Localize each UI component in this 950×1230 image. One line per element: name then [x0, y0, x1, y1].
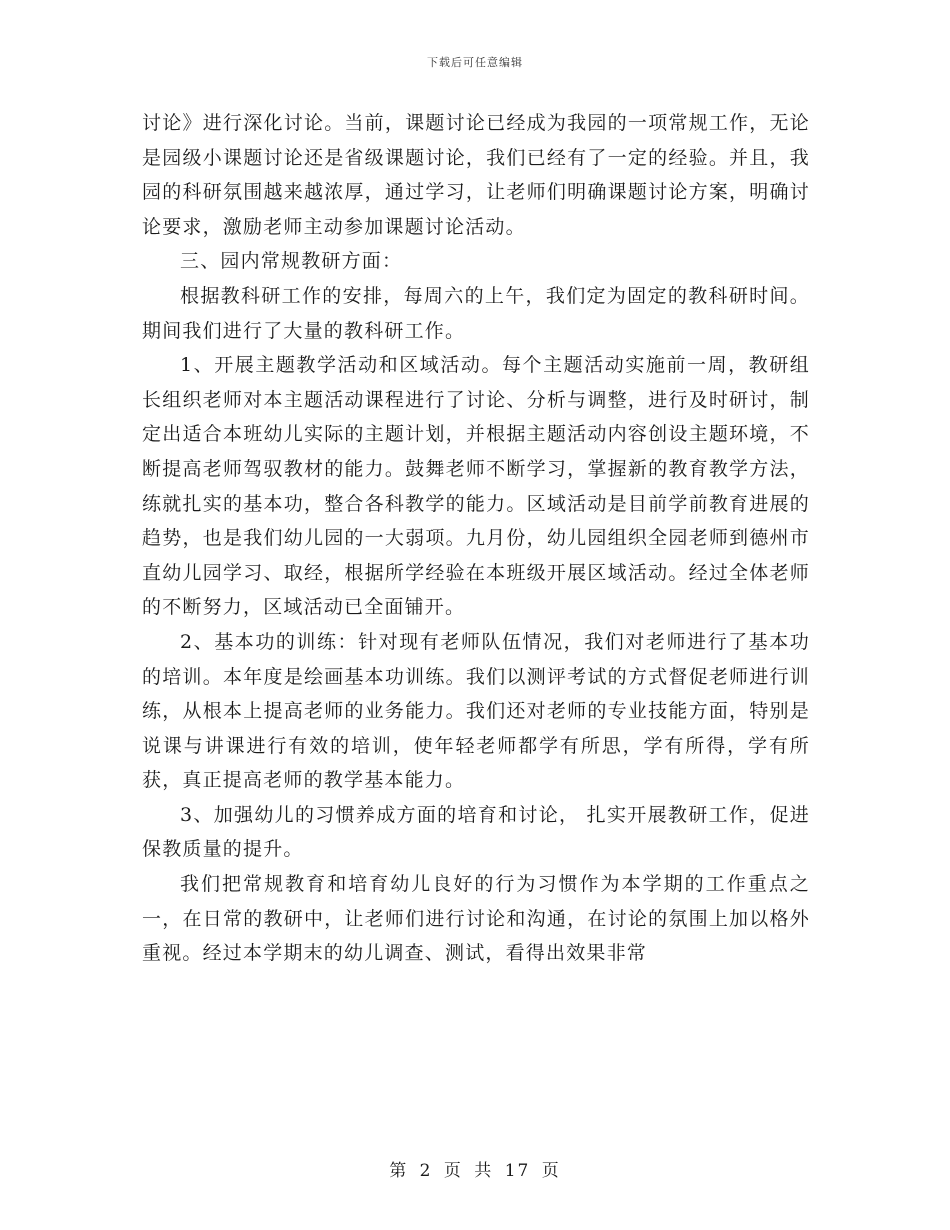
paragraph: 根据教科研工作的安排，每周六的上午，我们定为固定的教科研时间。期间我们进行了大量的教科研工作。 — [142, 284, 810, 342]
paragraph: 3、加强幼儿的习惯养成方面的培育和讨论， 扎实开展教研工作，促进保教质量的提升。 — [142, 803, 810, 861]
document-body — [142, 106, 810, 971]
paragraph: 讨论》进行深化讨论。当前，课题讨论已经成为我园的一项常规工作，无论是园级小课题讨论还是省级课题讨论，我们已经有了一定的经验。并且，我园的科研氛围越来越浓厚，通过学习，让老师们明确课题讨论方案，明确讨论要求，激励老师主动参加课题讨论活动。 — [142, 112, 810, 238]
page-header-note: 下载后可任意编辑 — [427, 56, 523, 69]
paragraph: 1、开展主题教学活动和区域活动。每个主题活动实施前一周，教研组长组织老师对本主题活动课程进行了讨论、分析与调整，进行及时研讨，制定出适合本班幼儿实际的主题计划，并根据主题活动内容创设主题环境，不断提高老师驾驭教材的能力。鼓舞老师不断学习，掌握新的教育教学方法，练就扎实的基本功，整合各科教学的能力。区域活动是目前学前教育进展的趋势，也是我们幼儿园的一大弱项。九月份，幼儿园组织全园老师到德州市直幼儿园学习、取经，根据所学经验在本班级开展区域活动。经过全体老师的不断努力，区域活动已全面铺开。 — [142, 354, 810, 619]
page-number: 第 2 页 共 17 页 — [389, 1161, 561, 1181]
paragraph: 2、基本功的训练：针对现有老师队伍情况，我们对老师进行了基本功的培训。本年度是绘画基本功训练。我们以测评考试的方式督促老师进行训练，从根本上提高老师的业务能力。我们还对老师的专业技能方面，特别是说课与讲课进行有效的培训，使年轻老师都学有所思，学有所得，学有所获，真正提高老师的教学基本能力。 — [142, 630, 810, 792]
section-heading: 三、园内常规教研方面： — [180, 250, 403, 273]
paragraph: 我们把常规教育和培育幼儿良好的行为习惯作为本学期的工作重点之一，在日常的教研中，让老师们进行讨论和沟通，在讨论的氛围上加以格外重视。经过本学期末的幼儿调查、测试，看得出效果非常 — [142, 873, 810, 965]
